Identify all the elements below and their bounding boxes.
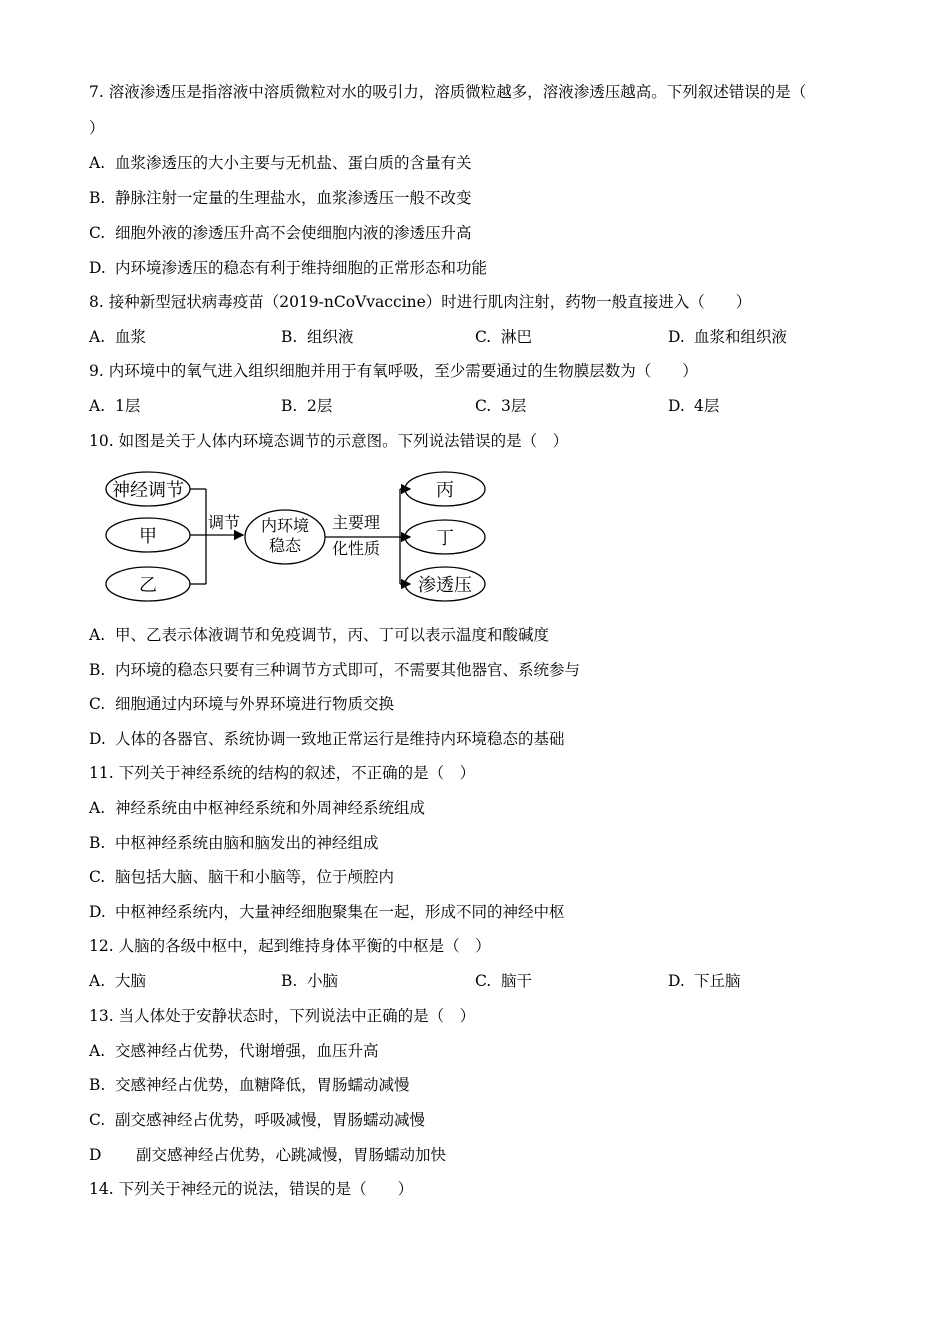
q13-option-b — [89, 1075, 410, 1095]
option-text: 中枢神经系统由脑和脑发出的神经组成 — [115, 834, 379, 852]
q14-stem: 14. 下列关于神经元的说法，错误的是（ ） — [89, 1180, 414, 1198]
option-label: A. — [89, 1042, 106, 1060]
option-text: 内环境的稳态只要有三种调节方式即可，不需要其他器官、系统参与 — [115, 661, 581, 679]
arrow-label: 调节 — [207, 513, 241, 532]
option-text: 小脑 — [307, 972, 339, 990]
q12-option-c — [475, 971, 532, 991]
option-label: B. — [281, 397, 298, 415]
option-text: 脑干 — [501, 972, 533, 990]
option-label: D. — [668, 397, 685, 415]
option-text: 血浆渗透压的大小主要与无机盐、蛋白质的含量有关 — [115, 154, 472, 172]
option-text: 大脑 — [115, 972, 147, 990]
node-label: 乙 — [139, 575, 157, 596]
option-label: A. — [89, 328, 106, 346]
q7-stem-line1: 7. 溶液渗透压是指溶液中溶质微粒对水的吸引力，溶质微粒越多，溶液渗透压越高。下列叙述错误的是（ — [89, 83, 807, 101]
option-text: 副交感神经占优势，心跳减慢，胃肠蠕动加快 — [136, 1146, 447, 1164]
option-label: D. — [89, 903, 106, 921]
node-label: 丙 — [436, 480, 454, 501]
q9-option-c — [475, 396, 526, 416]
q9-stem: 9. 内环境中的氧气进入组织细胞并用于有氧呼吸，至少需要通过的生物膜层数为（ ） — [89, 362, 698, 380]
option-text: 脑包括大脑、脑干和小脑等，位于颅腔内 — [115, 868, 395, 886]
option-text: 3层 — [501, 397, 527, 415]
center-label-line1: 内环境 — [260, 516, 310, 535]
option-text: 静脉注射一定量的生理盐水，血浆渗透压一般不改变 — [115, 189, 472, 207]
option-text: 副交感神经占优势，呼吸减慢，胃肠蠕动减慢 — [115, 1111, 426, 1129]
q8-option-c — [475, 327, 532, 347]
q11-option-b — [89, 833, 379, 853]
q12-option-a — [89, 971, 146, 991]
option-label: C. — [475, 328, 492, 346]
q8-option-b — [281, 327, 354, 347]
q7-stem-line2: ） — [89, 119, 105, 137]
option-label: C. — [475, 397, 492, 415]
q9-option-b — [281, 396, 332, 416]
node-label: 神经调节 — [112, 480, 184, 501]
option-text: 人体的各器官、系统协调一致地正常运行是维持内环境稳态的基础 — [115, 730, 565, 748]
q9-option-d — [668, 396, 719, 416]
option-label: A. — [89, 626, 106, 644]
q12-option-d — [668, 971, 741, 991]
q11-option-d — [89, 902, 565, 922]
arrow-label-line1: 主要理 — [331, 513, 381, 532]
option-label: A. — [89, 972, 106, 990]
option-label: B. — [281, 972, 298, 990]
q11-stem: 11. 下列关于神经系统的结构的叙述，不正确的是（ ） — [89, 764, 476, 782]
q8-option-a — [89, 327, 146, 347]
node-label: 甲 — [139, 526, 157, 547]
option-label: C. — [89, 868, 106, 886]
option-label: C. — [89, 224, 106, 242]
center-label-line2: 稳态 — [268, 536, 302, 555]
option-label: B. — [89, 189, 106, 207]
option-label: C. — [89, 1111, 106, 1129]
option-text: 血浆和组织液 — [694, 328, 788, 346]
option-label: D. — [89, 259, 106, 277]
option-text: 血浆 — [115, 328, 147, 346]
q10-option-c — [89, 694, 394, 714]
option-text: 交感神经占优势，代谢增强，血压升高 — [115, 1042, 379, 1060]
option-text: 神经系统由中枢神经系统和外周神经系统组成 — [115, 799, 426, 817]
q13-stem: 13. 当人体处于安静状态时，下列说法中正确的是（ ） — [89, 1007, 476, 1025]
q7-option-d — [89, 258, 487, 278]
option-text: 淋巴 — [501, 328, 533, 346]
q13-option-d — [89, 1145, 446, 1165]
option-label: A. — [89, 154, 106, 172]
option-text: 4层 — [694, 397, 720, 415]
option-label: C. — [89, 695, 106, 713]
option-label: A. — [89, 799, 106, 817]
option-label: D. — [668, 328, 685, 346]
node-label: 丁 — [436, 528, 454, 549]
q11-option-c — [89, 867, 394, 887]
option-label: D — [89, 1146, 102, 1164]
option-text: 细胞外液的渗透压升高不会使细胞内液的渗透压升高 — [115, 224, 472, 242]
option-text: 交感神经占优势，血糖降低，胃肠蠕动减慢 — [115, 1076, 410, 1094]
q8-option-d — [668, 327, 787, 347]
option-text: 甲、乙表示体液调节和免疫调节，丙、丁可以表示温度和酸碱度 — [115, 626, 550, 644]
option-label: B. — [89, 834, 106, 852]
option-text: 2层 — [307, 397, 333, 415]
q12-option-b — [281, 971, 338, 991]
q10-stem: 10. 如图是关于人体内环境态调节的示意图。下列说法错误的是（ ） — [89, 432, 569, 450]
option-label: D. — [89, 730, 106, 748]
option-label: C. — [475, 972, 492, 990]
option-text: 下丘脑 — [694, 972, 741, 990]
arrow-label-line2: 化性质 — [331, 539, 381, 558]
option-label: D. — [668, 972, 685, 990]
option-text: 1层 — [115, 397, 141, 415]
q10-diagram — [100, 468, 500, 610]
node-label: 渗透压 — [418, 575, 472, 596]
option-label: B. — [89, 661, 106, 679]
option-text: 细胞通过内环境与外界环境进行物质交换 — [115, 695, 395, 713]
q10-option-a — [89, 625, 549, 645]
q10-option-d — [89, 729, 565, 749]
q7-option-b — [89, 188, 472, 208]
option-label: B. — [89, 1076, 106, 1094]
option-text: 内环境渗透压的稳态有利于维持细胞的正常形态和功能 — [115, 259, 488, 277]
q13-option-a — [89, 1041, 379, 1061]
option-label: B. — [281, 328, 298, 346]
q13-option-c — [89, 1110, 425, 1130]
q9-option-a — [89, 396, 140, 416]
option-label: A. — [89, 397, 106, 415]
q8-stem: 8. 接种新型冠状病毒疫苗（2019-nCoVvaccine）时进行肌肉注射，药物一般直接进入（ ） — [89, 293, 752, 311]
q12-stem: 12. 人脑的各级中枢中，起到维持身体平衡的中枢是（ ） — [89, 937, 491, 955]
q7-option-a — [89, 153, 472, 173]
option-text: 中枢神经系统内，大量神经细胞聚集在一起，形成不同的神经中枢 — [115, 903, 565, 921]
option-text: 组织液 — [307, 328, 354, 346]
q11-option-a — [89, 798, 425, 818]
q10-option-b — [89, 660, 580, 680]
q7-option-c — [89, 223, 472, 243]
